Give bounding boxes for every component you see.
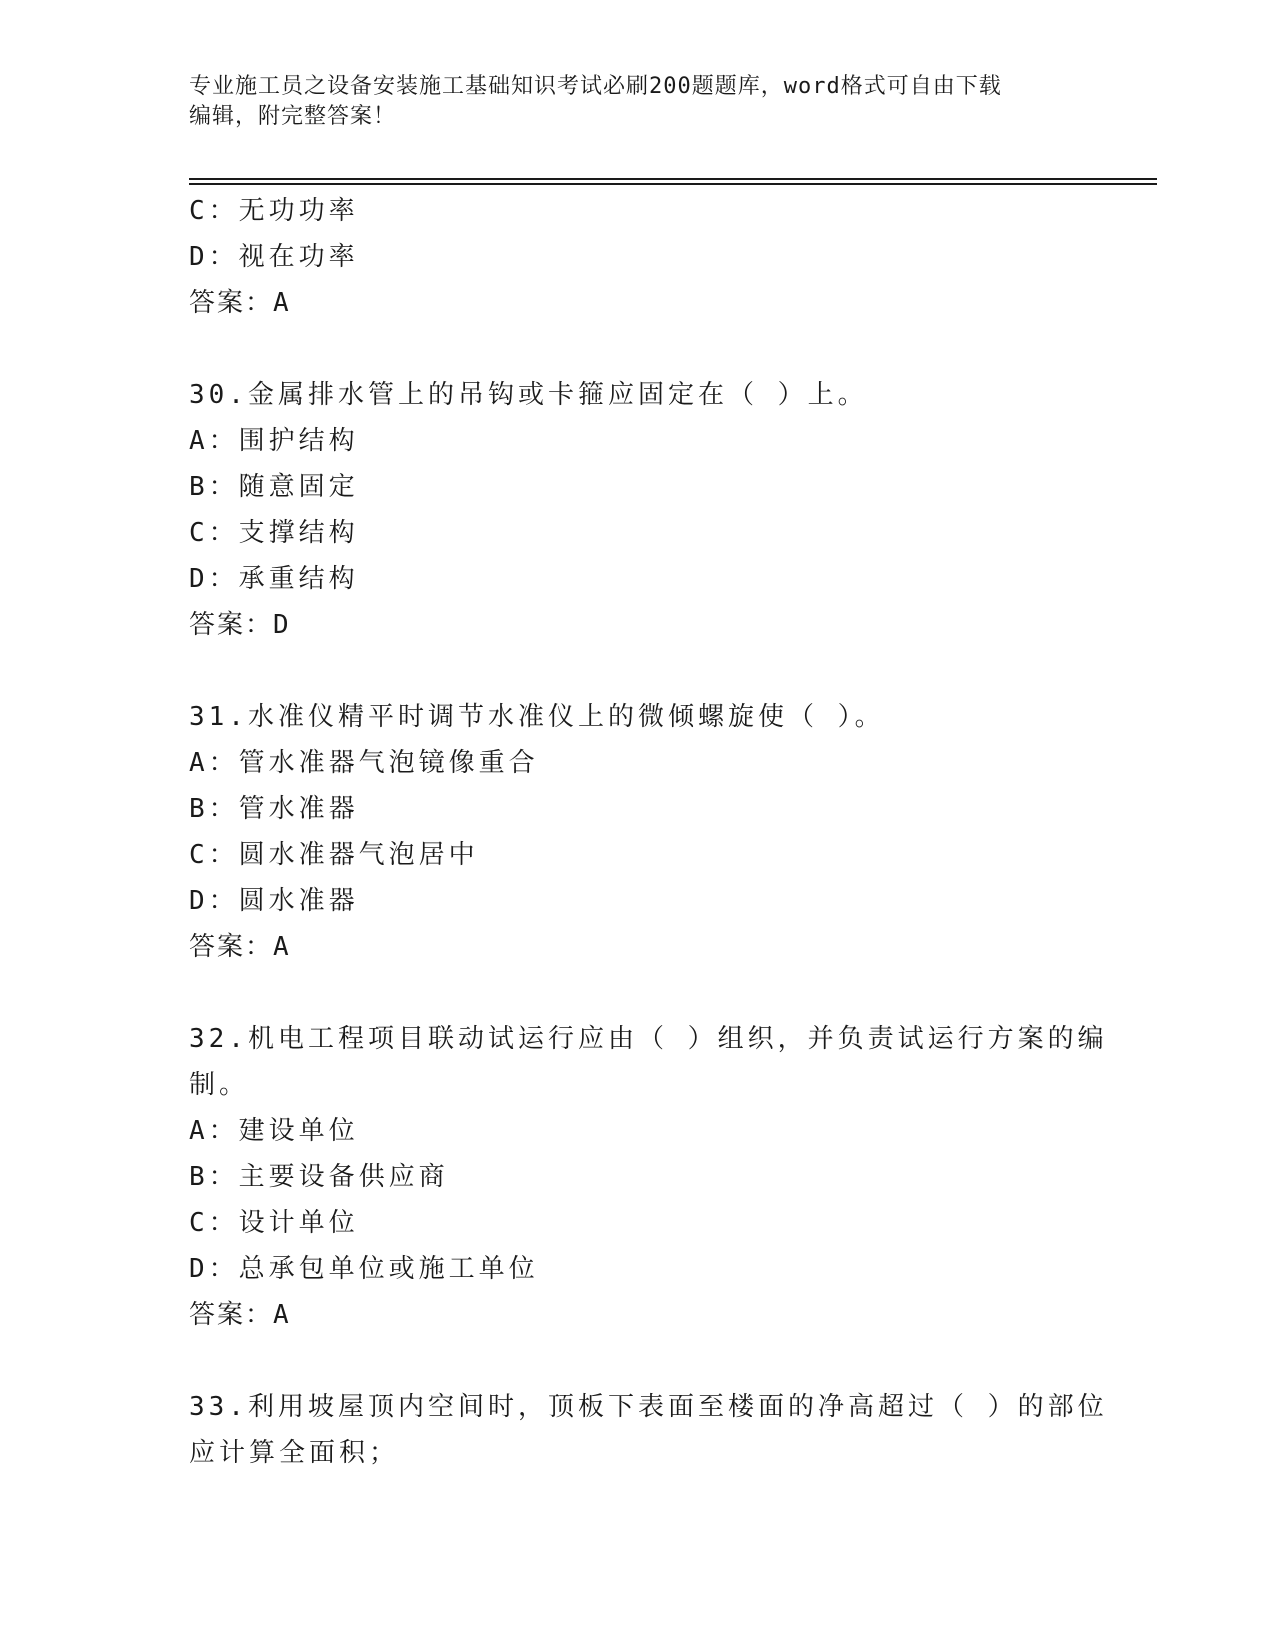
option-c: C：设计单位 [189, 1208, 359, 1238]
option-a: A：建设单位 [189, 1116, 359, 1146]
option-d: D：承重结构 [189, 564, 359, 594]
option-b: B：管水准器 [189, 794, 359, 824]
question-block-31 [189, 694, 1089, 970]
header-divider-top [189, 178, 1157, 180]
question-block-29 [189, 188, 1089, 326]
option-d: D：圆水准器 [189, 886, 359, 916]
question-stem-line-2: 应计算全面积； [189, 1438, 400, 1468]
question-block-30 [189, 372, 1089, 648]
answer-line: 答案：D [189, 610, 291, 640]
spacer [189, 1338, 1089, 1384]
question-stem-line-2: 制。 [189, 1070, 250, 1100]
option-d: D：视在功率 [189, 242, 359, 272]
question-stem-line-1: 33.利用坡屋顶内空间时，顶板下表面至楼面的净高超过（ ）的部位 [189, 1392, 1108, 1422]
question-list [189, 188, 1108, 1476]
question-block-32 [189, 1016, 1108, 1338]
answer-line: 答案：A [189, 288, 291, 318]
option-d: D：总承包单位或施工单位 [189, 1254, 539, 1284]
option-a: A：管水准器气泡镜像重合 [189, 748, 539, 778]
option-a: A：围护结构 [189, 426, 359, 456]
option-c: C：无功功率 [189, 196, 359, 226]
question-stem: 30.金属排水管上的吊钩或卡箍应固定在（ ）上。 [189, 380, 868, 410]
answer-line: 答案：A [189, 932, 291, 962]
header-line-2: 编辑，附完整答案！ [189, 104, 397, 129]
header-divider-bottom [189, 183, 1157, 185]
question-stem-line-1: 32.机电工程项目联动试运行应由（ ）组织，并负责试运行方案的编 [189, 1024, 1108, 1054]
option-b: B：主要设备供应商 [189, 1162, 449, 1192]
spacer [189, 326, 1089, 372]
answer-line: 答案：A [189, 1300, 291, 1330]
spacer [189, 648, 1089, 694]
question-block-33 [189, 1384, 1108, 1476]
spacer [189, 970, 1089, 1016]
question-stem: 31.水准仪精平时调节水准仪上的微倾螺旋使（ ）。 [189, 702, 885, 732]
header-line-1: 专业施工员之设备安装施工基础知识考试必刷200题题库，word格式可自由下载 [189, 74, 1002, 99]
option-c: C：圆水准器气泡居中 [189, 840, 479, 870]
document-header [189, 72, 1089, 132]
option-b: B：随意固定 [189, 472, 359, 502]
option-c: C：支撑结构 [189, 518, 359, 548]
